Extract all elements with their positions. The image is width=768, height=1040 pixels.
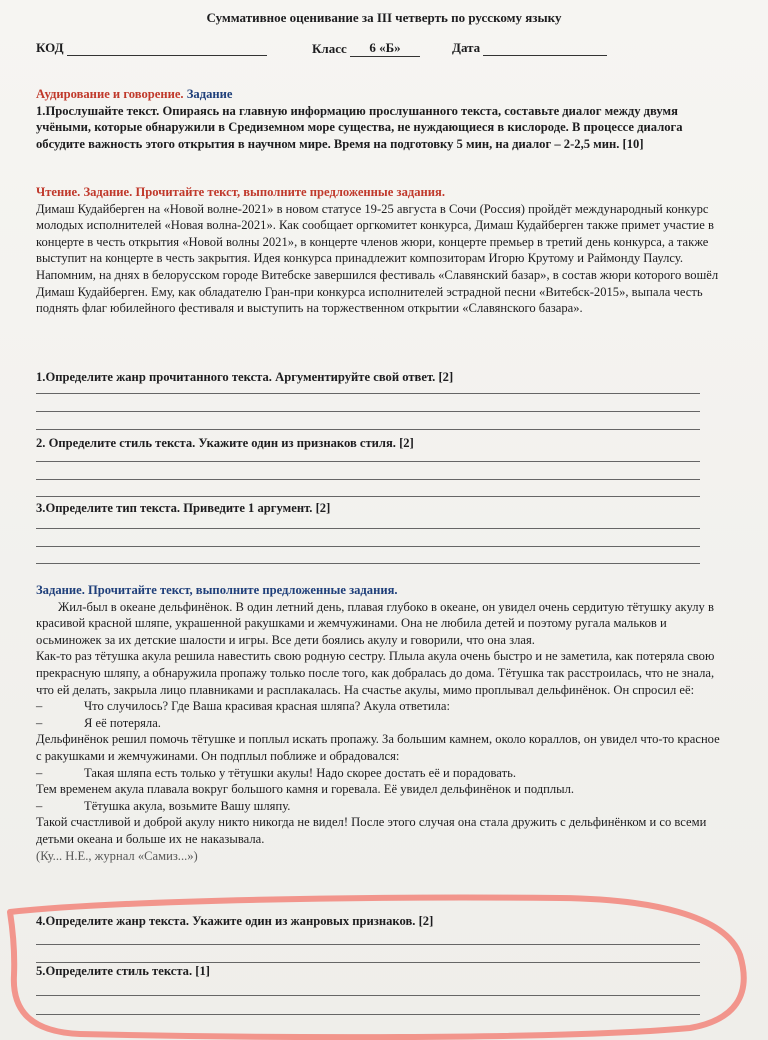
kod-label: КОД	[36, 40, 64, 55]
dialog-dash: –	[36, 765, 43, 780]
dialog-text: Я её потеряла.	[84, 715, 161, 730]
klass-label: Класс	[312, 41, 347, 56]
dialog-dash: –	[36, 699, 43, 714]
klass-value: 6 «Б»	[350, 40, 420, 57]
story-paragraph: Дельфинёнок решил помочь тётушке и поплыл искать пропажу. За большим камнем, около кораллов, он увидел что-то красное с ракушками и жемчужинами. Он подплыл поближе и обрадовался:	[36, 732, 720, 763]
marker-stroke	[10, 898, 744, 1038]
question-1: 1.Определите жанр прочитанного текста. Аргументируйте свой ответ. [2]	[36, 370, 454, 384]
question-4: 4.Определите жанр текста. Укажите один из жанровых признаков. [2]	[36, 914, 434, 928]
story-heading: Задание. Прочитайте текст, выполните предложенные задания.	[36, 583, 398, 597]
listening-heading: Аудирование и говорение.	[36, 87, 184, 101]
question-2: 2. Определите стиль текста. Укажите один из признаков стиля. [2]	[36, 436, 414, 450]
dialog-text: Такая шляпа есть только у тётушки акулы! Надо скорее достать её и порадовать.	[84, 765, 516, 780]
date-label: Дата	[452, 40, 481, 55]
page-title: Суммативное оценивание за III четверть по русскому языку	[206, 10, 562, 25]
reading-paragraph: Димаш Кудайберген на «Новой волне-2021» в новом статусе 19-25 августа в Сочи (Россия) пройдёт международный конкурс молодых исполнителей «Новая волна-2021». Как сообщает оргкомитет конкурса, Димаш Кудайберген также примет участие в концерте в честь открытия «Новой волны 2021», в концерте членов жюри, концерте премьер в третий день конкурса, а также выступит на концерте в честь закрытия. Идея конкурса принадлежит композиторам Игорю Крутому и Раймонду Паулсу.	[36, 201, 714, 266]
reading-paragraph: Напомним, на днях в белорусском городе Витебске завершился фестиваль «Славянский базар», в состав жюри которого вошёл Димаш Кудайберген. Ему, как обладателю Гран-при конкурса исполнителей эстрадной песни «Витебск-2015», выпала честь поднять флаг юбилейного фестиваля и выступить на торжественном открытии «Славянского базара».	[36, 267, 719, 316]
listening-task: 1.Прослушайте текст. Опираясь на главную информацию прослушанного текста, составьте диалог между двумя учёными, которые обнаружили в Средиземном море существа, не нуждающиеся в кислороде. В процессе диалога обсудите важность этого открытия в научном мире. Время на подготовку 5 мин, на диалог – 2-2,5 мин. [10]	[36, 103, 683, 151]
listening-task-label: Задание	[186, 87, 233, 101]
reading-heading: Чтение.	[36, 185, 81, 199]
dialog-dash: –	[36, 715, 43, 730]
story-paragraph: Как-то раз тётушка акула решила навестить свою родную сестру. Плыла акула очень быстро и не заметила, как потеряла свою прекрасную шляпу, а обнаружила пропажу только после того, как добралась до дома. Тётушка так расстроилась, что не знала, что ей делать, закрыла лицо плавниками и расплакалась. На счастье акулы, мимо проплывал дельфинёнок. Он спросил её:	[36, 649, 715, 697]
story-paragraph: Такой счастливой и доброй акулу никто никогда не видел! После этого случая она стала дружить с дельфинёнком и со всеми детьми океана и больше их не наказывала.	[36, 815, 707, 846]
question-3: 3.Определите тип текста. Приведите 1 аргумент. [2]	[36, 501, 331, 515]
dialog-text: Тётушка акула, возьмите Вашу шляпу.	[84, 798, 291, 813]
reading-task-label: Задание. Прочитайте текст, выполните предложенные задания.	[83, 185, 446, 199]
dialog-dash: –	[36, 798, 43, 813]
story-paragraph: Жил-был в океане дельфинёнок. В один летний день, плавая глубоко в океане, он увидел очень сердитую тётушку акулу в красивой красной шляпе, украшенной ракушками и жемчужинами. Она не любила детей и поэтому ругала мальков и осьминожек за их детские шалости и игры. Все дети боялись акулу и говорили, что она злая.	[36, 599, 714, 647]
dialog-text: Что случилось? Где Ваша красивая красная шляпа? Акула ответила:	[84, 699, 450, 714]
question-5: 5.Определите стиль текста. [1]	[36, 964, 210, 978]
story-paragraph: Тем временем акула плавала вокруг большого камня и горевала. Её увидел дельфинёнок и подплыл.	[36, 782, 575, 797]
story-source: (Ку... Н.Е., журнал «Самиз...»)	[36, 848, 198, 863]
